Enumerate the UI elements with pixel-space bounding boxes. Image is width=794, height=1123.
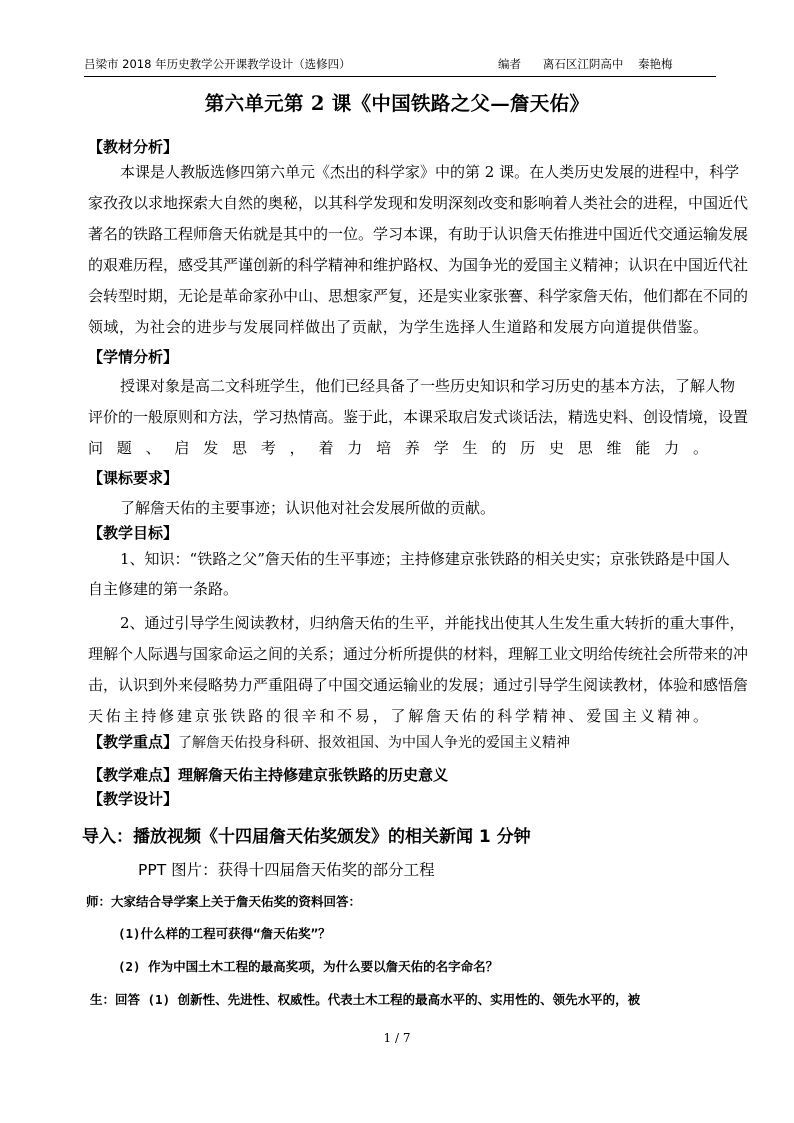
question-1: (1)什么样的工程可获得“詹天佑奖”？	[118, 926, 331, 941]
question-2: (2) 作为中国土木工程的最高奖项，为什么要以詹天佑的名字命名？	[118, 959, 499, 974]
paragraph-line: 本课是人教版选修四第六单元《杰出的科学家》中的第 2 课。在人类历史发展的进程中，科学	[120, 163, 740, 181]
paragraph-line: 1、知识：“铁路之父”詹天佑的生平事迹；主持修建京张铁路的相关史实；京张铁路是中国人	[120, 550, 730, 568]
paragraph-line: 评价的一般原则和方法，学习热情高。鉴于此，本课采取启发式谈话法，精选史料、创设情境，设置	[88, 408, 749, 426]
header-left-text: 吕梁市 2018 年历史教学公开课教学设计（选修四）	[84, 57, 351, 71]
section-curriculum: 【课标要求】	[88, 469, 179, 487]
paragraph-line: 自主修建的第一条路。	[88, 580, 239, 598]
difficulty-line	[88, 764, 448, 785]
page-header	[84, 56, 714, 74]
paragraph-line: 天佑主持修建京张铁路的很辛和不易，了解詹天佑的科学精神、爱国主义精神。	[88, 707, 708, 725]
paragraph-line: 理解个人际遇与国家命运之间的关系；通过分析所提供的材料，理解工业文明给传统社会所带来的冲	[88, 645, 749, 663]
intro-line: 导入：播放视频《十四届詹天佑奖颁发》的相关新闻 1 分钟	[82, 827, 531, 847]
paragraph-line: 了解詹天佑的主要事迹；认识他对社会发展所做的贡献。	[120, 499, 496, 517]
paragraph-line: 问题、启发思考，着力培养学生的历史思维能力。	[88, 439, 708, 457]
paragraph-line: 授课对象是高二文科班学生，他们已经具备了一些历史知识和学习历史的基本方法，了解人物	[120, 377, 736, 395]
page-title: 第六单元第 2 课《中国铁路之父—詹天佑》	[204, 92, 590, 115]
paragraph-line: 家孜孜以求地探索大自然的奥秘，以其科学发现和发明深刻改变和影响着人类社会的进程，中国近代	[88, 194, 749, 212]
section-textbook-analysis: 【教材分析】	[88, 138, 179, 156]
section-design: 【教学设计】	[88, 790, 179, 808]
section-student-analysis: 【学情分析】	[88, 348, 179, 366]
header-rule	[84, 76, 716, 77]
page-number: 1 / 7	[383, 1031, 411, 1045]
section-goals: 【教学目标】	[88, 524, 179, 542]
section-difficulty: 【教学难点】	[88, 766, 179, 784]
teacher-line: 师：大家结合导学案上关于詹天佑奖的资料回答：	[86, 894, 362, 909]
paragraph-line: 的艰难历程，感受其严谨创新的科学精神和维护路权、为国争光的爱国主义精神；认识在中国近代社	[88, 256, 749, 274]
difficulty-text: 理解詹天佑主持修建京张铁路的历史意义	[178, 766, 449, 784]
paragraph-line: 会转型时期，无论是革命家孙中山、思想家严复，还是实业家张謇、科学家詹天佑，他们都在不同的	[88, 287, 749, 305]
paragraph-line: 领域，为社会的进步与发展同样做出了贡献，为学生选择人生道路和发展方向道提供借鉴。	[88, 318, 708, 336]
student-answer-line: 生：回答 (1) 创新性、先进性、权威性。代表土木工程的最高水平的、实用性的、领先水平的，被	[90, 992, 641, 1007]
ppt-line: PPT 图片：获得十四届詹天佑奖的部分工程	[138, 861, 435, 879]
header-author-text: 编者 离石区江阴高中 秦艳梅	[498, 57, 673, 71]
paragraph-line: 著名的铁路工程师詹天佑就是其中的一位。学习本课，有助于认识詹天佑推进中国近代交通运输发展	[88, 225, 749, 243]
section-key-point: 【教学重点】	[88, 733, 179, 751]
key-point-line	[88, 731, 570, 752]
key-point-text: 了解詹天佑投身科研、报效祖国、为中国人争光的爱国主义精神	[178, 735, 571, 751]
paragraph-line: 2、通过引导学生阅读教材，归纳詹天佑的生平，并能找出使其人生发生重大转折的重大事件，	[120, 614, 745, 632]
paragraph-line: 击，认识到外来侵略势力严重阻碍了中国交通运输业的发展；通过引导学生阅读教材，体验和感悟詹	[88, 676, 749, 694]
